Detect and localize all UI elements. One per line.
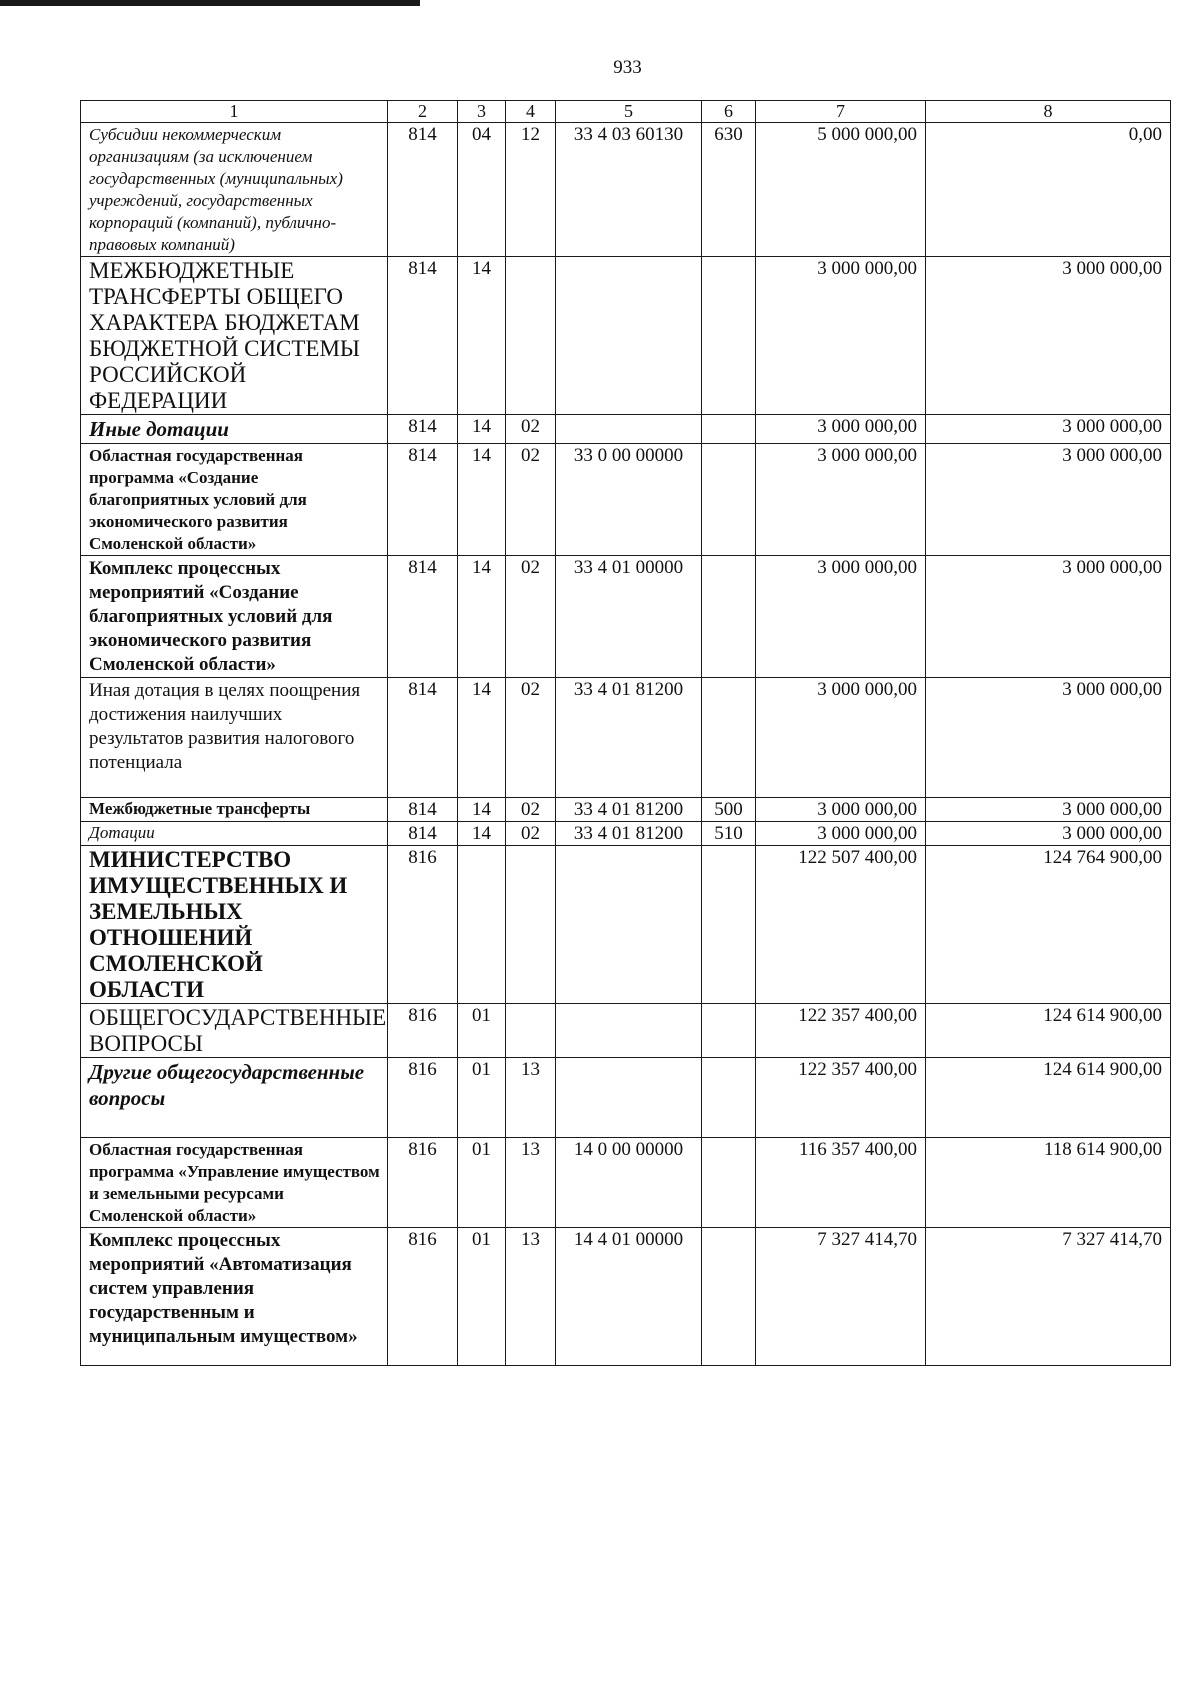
code-ministry: 816 xyxy=(388,1138,458,1228)
table-row xyxy=(81,798,1171,822)
page-number: 933 xyxy=(613,57,642,78)
amount-col8: 3 000 000,00 xyxy=(926,257,1171,415)
amount-col8: 0,00 xyxy=(926,123,1171,257)
code-subsection: 13 xyxy=(506,1138,556,1228)
code-subsection: 02 xyxy=(506,822,556,846)
code-target-article: 14 4 01 00000 xyxy=(556,1228,702,1366)
amount-col7: 3 000 000,00 xyxy=(756,798,926,822)
table-row xyxy=(81,1138,1171,1228)
amount-col7: 122 507 400,00 xyxy=(756,846,926,1004)
amount-col8: 124 764 900,00 xyxy=(926,846,1171,1004)
amount-col8: 3 000 000,00 xyxy=(926,556,1171,678)
code-expense-type: 510 xyxy=(702,822,756,846)
code-section: 04 xyxy=(458,123,506,257)
amount-col7: 122 357 400,00 xyxy=(756,1058,926,1138)
code-ministry: 816 xyxy=(388,1228,458,1366)
code-target-article xyxy=(556,1058,702,1138)
row-name: Другие общегосударственные вопросы xyxy=(81,1058,388,1138)
code-expense-type xyxy=(702,678,756,798)
code-subsection: 02 xyxy=(506,415,556,444)
amount-col8: 7 327 414,70 xyxy=(926,1228,1171,1366)
code-section: 01 xyxy=(458,1138,506,1228)
amount-col7: 3 000 000,00 xyxy=(756,678,926,798)
row-name: Иные дотации xyxy=(81,415,388,444)
row-name: Дотации xyxy=(81,822,388,846)
code-ministry: 814 xyxy=(388,556,458,678)
code-section: 14 xyxy=(458,798,506,822)
code-target-article xyxy=(556,257,702,415)
amount-col7: 3 000 000,00 xyxy=(756,822,926,846)
code-ministry: 816 xyxy=(388,846,458,1004)
table-row xyxy=(81,556,1171,678)
code-target-article: 33 4 01 81200 xyxy=(556,678,702,798)
row-name: МЕЖБЮДЖЕТНЫЕ ТРАНСФЕРТЫ ОБЩЕГО ХАРАКТЕРА БЮДЖЕТАМ БЮДЖЕТНОЙ СИСТЕМЫ РОССИЙСКОЙ ФЕДЕРАЦИИ xyxy=(81,257,388,415)
code-expense-type xyxy=(702,257,756,415)
code-ministry: 814 xyxy=(388,678,458,798)
row-name: МИНИСТЕРСТВО ИМУЩЕСТВЕННЫХ И ЗЕМЕЛЬНЫХ ОТНОШЕНИЙ СМОЛЕНСКОЙ ОБЛАСТИ xyxy=(81,846,388,1004)
code-subsection xyxy=(506,1004,556,1058)
code-ministry: 814 xyxy=(388,257,458,415)
code-target-article: 14 0 00 00000 xyxy=(556,1138,702,1228)
table-row xyxy=(81,822,1171,846)
column-header: 8 xyxy=(926,101,1171,123)
amount-col8: 124 614 900,00 xyxy=(926,1058,1171,1138)
code-target-article: 33 4 01 00000 xyxy=(556,556,702,678)
code-ministry: 816 xyxy=(388,1004,458,1058)
code-section xyxy=(458,846,506,1004)
code-subsection: 12 xyxy=(506,123,556,257)
column-header: 4 xyxy=(506,101,556,123)
amount-col8: 118 614 900,00 xyxy=(926,1138,1171,1228)
table-row xyxy=(81,257,1171,415)
code-subsection: 13 xyxy=(506,1228,556,1366)
code-section: 14 xyxy=(458,678,506,798)
code-ministry: 814 xyxy=(388,415,458,444)
code-target-article xyxy=(556,415,702,444)
amount-col8: 3 000 000,00 xyxy=(926,798,1171,822)
table-row xyxy=(81,1228,1171,1366)
code-ministry: 814 xyxy=(388,123,458,257)
amount-col7: 3 000 000,00 xyxy=(756,444,926,556)
amount-col8: 3 000 000,00 xyxy=(926,678,1171,798)
amount-col7: 5 000 000,00 xyxy=(756,123,926,257)
column-header: 3 xyxy=(458,101,506,123)
code-ministry: 816 xyxy=(388,1058,458,1138)
amount-col7: 116 357 400,00 xyxy=(756,1138,926,1228)
code-expense-type xyxy=(702,1228,756,1366)
column-header: 6 xyxy=(702,101,756,123)
table-row xyxy=(81,1058,1171,1138)
code-subsection: 13 xyxy=(506,1058,556,1138)
amount-col8: 124 614 900,00 xyxy=(926,1004,1171,1058)
column-header: 2 xyxy=(388,101,458,123)
code-section: 14 xyxy=(458,257,506,415)
code-target-article: 33 4 01 81200 xyxy=(556,798,702,822)
code-section: 01 xyxy=(458,1004,506,1058)
row-name: Иная дотация в целях поощрения достижения наилучших результатов развития налогового потенциала xyxy=(81,678,388,798)
amount-col8: 3 000 000,00 xyxy=(926,822,1171,846)
amount-col8: 3 000 000,00 xyxy=(926,444,1171,556)
code-section: 01 xyxy=(458,1228,506,1366)
code-expense-type xyxy=(702,1138,756,1228)
code-section: 14 xyxy=(458,444,506,556)
amount-col7: 3 000 000,00 xyxy=(756,415,926,444)
code-section: 01 xyxy=(458,1058,506,1138)
amount-col7: 122 357 400,00 xyxy=(756,1004,926,1058)
code-expense-type xyxy=(702,556,756,678)
code-expense-type xyxy=(702,1058,756,1138)
table-row xyxy=(81,1004,1171,1058)
table-row xyxy=(81,123,1171,257)
code-target-article xyxy=(556,846,702,1004)
code-target-article: 33 4 03 60130 xyxy=(556,123,702,257)
row-name: ОБЩЕГОСУДАРСТВЕННЫЕ ВОПРОСЫ xyxy=(81,1004,388,1058)
code-ministry: 814 xyxy=(388,822,458,846)
code-expense-type: 630 xyxy=(702,123,756,257)
code-target-article: 33 0 00 00000 xyxy=(556,444,702,556)
row-name: Областная государственная программа «Создание благоприятных условий для экономического развития Смоленской области» xyxy=(81,444,388,556)
scan-edge-mark xyxy=(0,0,420,6)
row-name: Областная государственная программа «Управление имуществом и земельными ресурсами Смоленской области» xyxy=(81,1138,388,1228)
column-header: 7 xyxy=(756,101,926,123)
code-subsection xyxy=(506,257,556,415)
code-ministry: 814 xyxy=(388,798,458,822)
code-section: 14 xyxy=(458,822,506,846)
code-subsection: 02 xyxy=(506,798,556,822)
row-name: Субсидии некоммерческим организациям (за исключением государственных (муниципальных) учреждений, государственных корпораций (компаний), публично-правовых компаний) xyxy=(81,123,388,257)
row-name: Межбюджетные трансферты xyxy=(81,798,388,822)
budget-table xyxy=(80,100,1171,1366)
column-header: 5 xyxy=(556,101,702,123)
table-row xyxy=(81,444,1171,556)
column-header: 1 xyxy=(81,101,388,123)
row-name: Комплекс процессных мероприятий «Автоматизация систем управления государственным и муниципальным имуществом» xyxy=(81,1228,388,1366)
table-row xyxy=(81,415,1171,444)
code-section: 14 xyxy=(458,415,506,444)
code-section: 14 xyxy=(458,556,506,678)
code-target-article xyxy=(556,1004,702,1058)
amount-col8: 3 000 000,00 xyxy=(926,415,1171,444)
code-target-article: 33 4 01 81200 xyxy=(556,822,702,846)
amount-col7: 3 000 000,00 xyxy=(756,257,926,415)
code-ministry: 814 xyxy=(388,444,458,556)
code-expense-type xyxy=(702,444,756,556)
table-row xyxy=(81,846,1171,1004)
amount-col7: 7 327 414,70 xyxy=(756,1228,926,1366)
code-subsection: 02 xyxy=(506,556,556,678)
code-expense-type xyxy=(702,1004,756,1058)
table-header-row xyxy=(81,101,1171,123)
code-subsection xyxy=(506,846,556,1004)
code-subsection: 02 xyxy=(506,678,556,798)
row-name: Комплекс процессных мероприятий «Создание благоприятных условий для экономического развития Смоленской области» xyxy=(81,556,388,678)
code-expense-type: 500 xyxy=(702,798,756,822)
code-expense-type xyxy=(702,415,756,444)
table-row xyxy=(81,678,1171,798)
code-expense-type xyxy=(702,846,756,1004)
code-subsection: 02 xyxy=(506,444,556,556)
amount-col7: 3 000 000,00 xyxy=(756,556,926,678)
